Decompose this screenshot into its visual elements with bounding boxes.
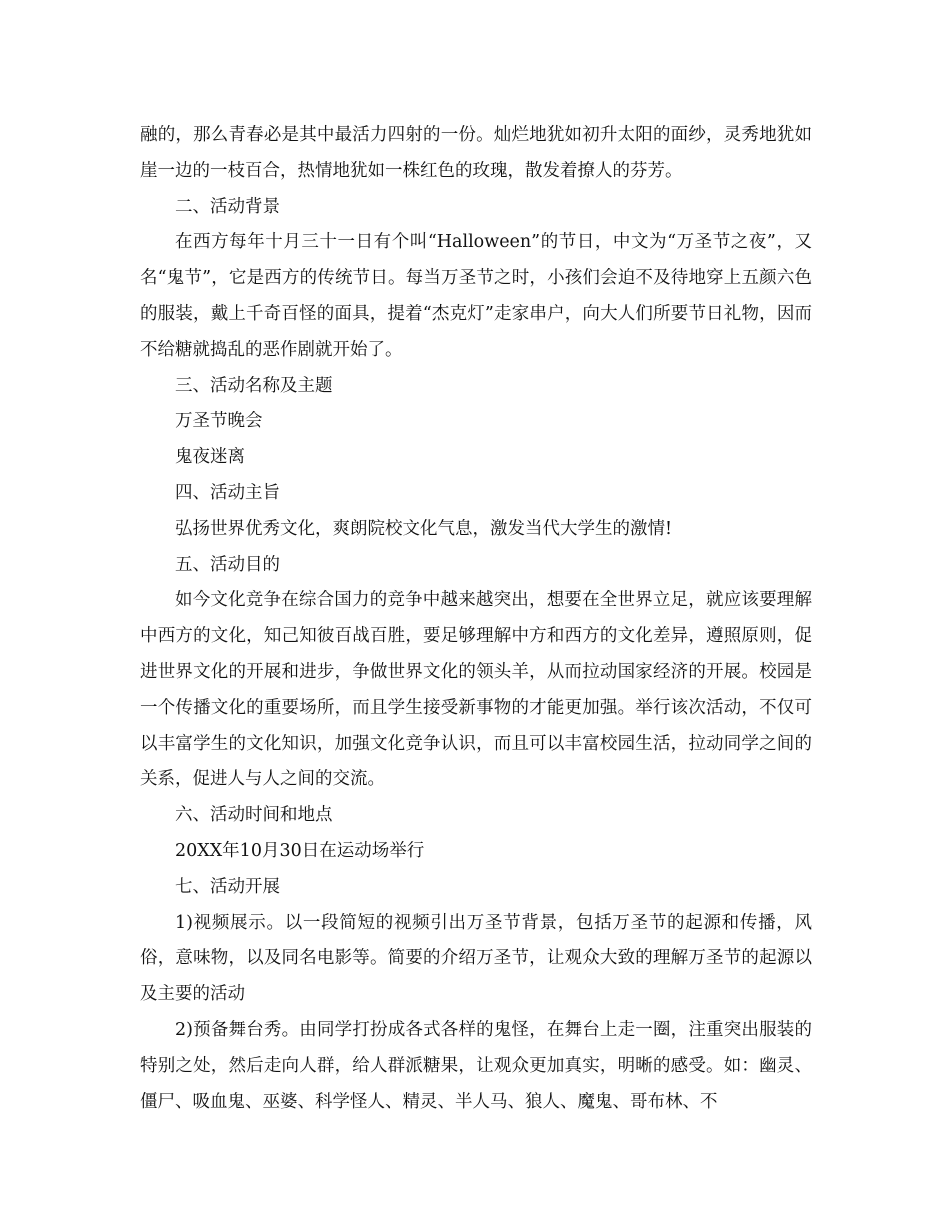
paragraph-purpose: 弘扬世界优秀文化，爽朗院校文化气息，激发当代大学生的激情!	[175, 518, 673, 539]
paragraph-goals: 如今文化竞争在综合国力的竞争中越来越突出，想要在全世界立足，就应该要理解中西方的文化，知己知彼百战百胜，要足够理解中方和西方的文化差异，遵照原则，促进世界文化的开展和进步，争做世界文化的领头羊，从而拉动国家经济的开展。校园是一个传播文化的重要场所，而且学生接受新事物的才能更加强。举行该次活动，不仅可以丰富学生的文化知识，加强文化竞争认识，而且可以丰富校园生活，拉动同学之间的关系，促进人与人之间的交流。	[140, 590, 812, 790]
paragraph-intro-continuation: 融的，那么青春必是其中最活力四射的一份。灿烂地犹如初升太阳的面纱，灵秀地犹如崖一边的一枝百合，热情地犹如一株红色的玫瑰，散发着撩人的芬芳。	[140, 125, 812, 181]
paragraph-background: 在西方每年十月三十一日有个叫“Halloween”的节日，中文为“万圣节之夜”，又名“鬼节”，它是西方的传统节日。每当万圣节之时，小孩们会迫不及待地穿上五颜六色的服装，戴上千奇百怪的面具，提着“杰克灯”走家串户，向大人们所要节日礼物，因而不给糖就捣乱的恶作剧就开始了。	[140, 232, 812, 360]
section-heading-name-theme: 三、活动名称及主题	[175, 375, 333, 396]
paragraph-event-name: 万圣节晚会	[175, 411, 263, 432]
paragraph-activity-video: 1)视频展示。以一段简短的视频引出万圣节背景，包括万圣节的起源和传播，风俗，意味物，以及同名电影等。简要的介绍万圣节，让观众大致的理解万圣节的起源以及主要的活动	[140, 912, 812, 1005]
section-heading-time-place: 六、活动时间和地点	[175, 805, 333, 826]
paragraph-activity-stage-show: 2)预备舞台秀。由同学打扮成各式各样的鬼怪，在舞台上走一圈，注重突出服装的特别之处，然后走向人群，给人群派糖果，让观众更加真实，明晰的感受。如：幽灵、僵尸、吸血鬼、巫婆、科学怪人、精灵、半人马、狼人、魔鬼、哥布林、不	[140, 1019, 812, 1112]
document-body	[140, 118, 812, 1120]
section-heading-background: 二、活动背景	[175, 196, 280, 217]
paragraph-event-theme: 鬼夜迷离	[175, 447, 245, 468]
paragraph-time-place: 20XX年10月30日在运动场举行	[175, 840, 425, 861]
section-heading-activities: 七、活动开展	[175, 876, 280, 897]
section-heading-goals: 五、活动目的	[175, 554, 280, 575]
section-heading-purpose: 四、活动主旨	[175, 482, 280, 503]
